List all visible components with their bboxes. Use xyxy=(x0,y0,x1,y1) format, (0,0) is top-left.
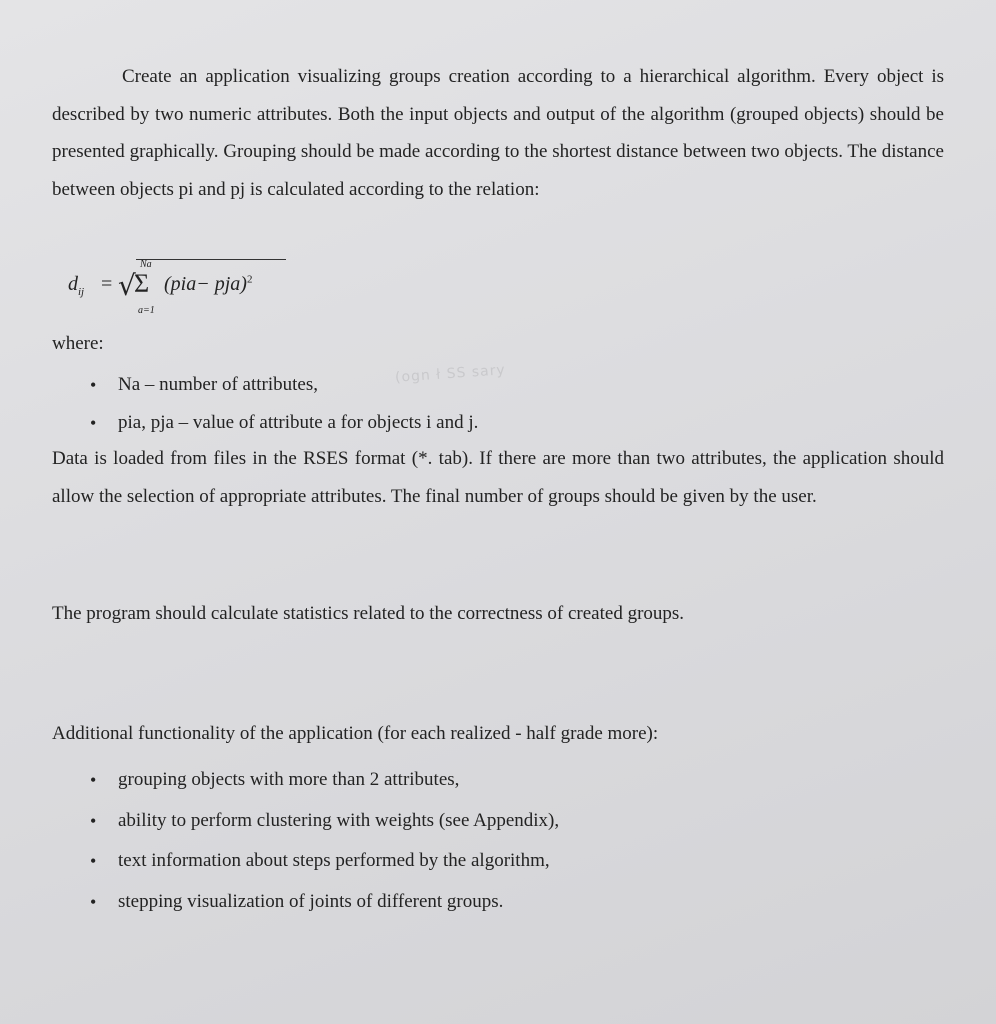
list-item: • grouping objects with more than 2 attributes, xyxy=(118,760,559,801)
formula-term: (pia− pja)$^2$ xyxy=(164,273,253,295)
bullet-icon: • xyxy=(90,810,97,831)
statistics-paragraph: The program should calculate statistics related to the correctness of created groups. xyxy=(52,603,685,624)
distance-formula xyxy=(68,255,288,325)
data-paragraph: Data is loaded from files in the RSES format (*. tab). If there are more than two attributes, the application should allow the selection of appropriate attributes. The final number of groups should be given by the user. xyxy=(52,448,944,507)
bullet-icon: • xyxy=(90,891,97,912)
sigma-icon: Σ xyxy=(134,269,150,298)
bullet-icon: • xyxy=(90,375,97,395)
definitions-list xyxy=(90,366,479,442)
sqrt-icon: √ xyxy=(118,269,136,302)
where-label: where: xyxy=(52,333,104,354)
bullet-icon: • xyxy=(90,851,97,871)
sqrt-bar xyxy=(136,259,286,260)
additional-heading: Additional functionality of the application (for each realized - half grade more): xyxy=(52,723,659,744)
list-item: • stepping visualization of joints of different groups. xyxy=(118,882,559,923)
intro-paragraph: Create an application visualizing groups creation according to a hierarchical algorithm. Every object is described by two numeric attributes. Both the input objects and output of the algorithm (grouped objects) should be presented graphically. Grouping should be made according to the shortest distance between two objects. The distance between objects pi and pj is calculated according to the relation: xyxy=(52,66,944,200)
list-item: • pia, pja – value of attribute a for objects i and j. xyxy=(118,404,478,442)
additional-list xyxy=(90,760,560,922)
bullet-icon: • xyxy=(90,413,97,433)
bullet-icon: • xyxy=(90,770,97,790)
list-item: • text information about steps performed by the algorithm, xyxy=(118,841,559,882)
formula-lhs: $d_{ij}$ xyxy=(68,273,85,298)
list-item: • ability to perform clustering with weights (see Appendix), xyxy=(118,801,559,842)
sum-lower-limit: a=1 xyxy=(138,305,155,316)
list-item: • Na – number of attributes, xyxy=(118,366,478,404)
formula-equals: = xyxy=(101,273,113,295)
sum-upper-limit: Na xyxy=(140,259,152,270)
handwritten-note: (ogn ł SS sary xyxy=(394,362,507,386)
